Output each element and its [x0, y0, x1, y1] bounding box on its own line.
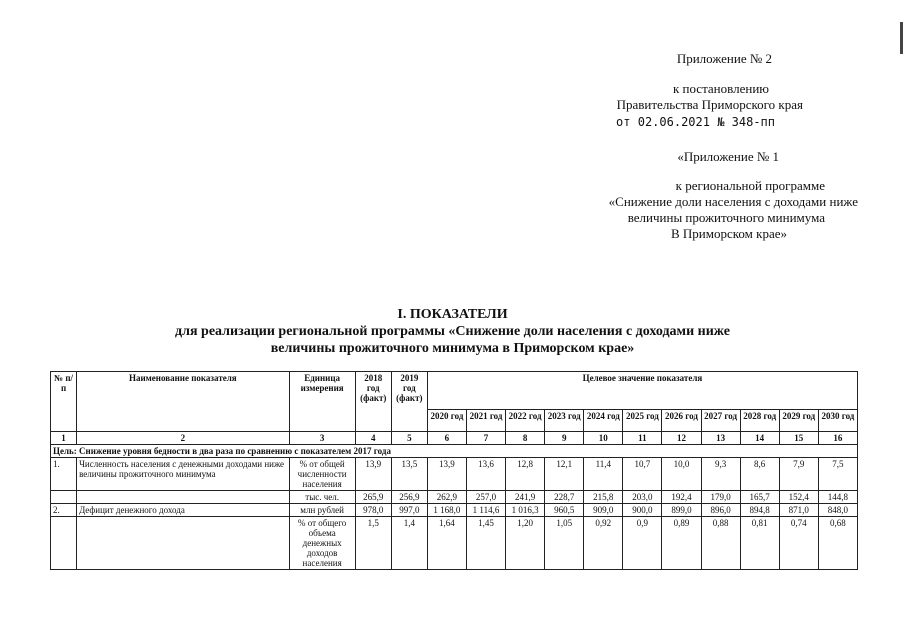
table-row — [51, 491, 858, 504]
year-header: 2021 год — [466, 410, 505, 432]
header-unit: Единица измерения — [289, 372, 355, 432]
year-header: 2022 год — [506, 410, 545, 432]
value-cell: 894,8 — [740, 504, 779, 517]
year-header: 2029 год — [779, 410, 818, 432]
value-cell: 228,7 — [545, 491, 584, 504]
year-header: 2030 год — [818, 410, 857, 432]
value-cell: 0,89 — [662, 517, 701, 570]
value-cell: 1,45 — [466, 517, 505, 570]
value-cell: 7,9 — [779, 458, 818, 491]
value-cell: 13,9 — [355, 458, 391, 491]
unit-cell: % от общего объема денежных доходов населения — [289, 517, 355, 570]
program-line2: «Снижение доли населения с доходами ниже — [608, 194, 858, 209]
year-header: 2027 год — [701, 410, 740, 432]
header-name: Наименование показателя — [77, 372, 290, 432]
page-edge-mark — [900, 22, 903, 54]
value-cell: 13,5 — [391, 458, 427, 491]
value-cell: 215,8 — [584, 491, 623, 504]
value-cell: 265,9 — [355, 491, 391, 504]
value-cell: 1,64 — [427, 517, 466, 570]
header-line-decree: к постановлению — [672, 81, 769, 96]
program-line1: к региональной программе — [675, 178, 825, 193]
value-cell: 152,4 — [779, 491, 818, 504]
column-number: 12 — [662, 432, 701, 445]
value-cell: 0,9 — [623, 517, 662, 570]
value-cell: 0,92 — [584, 517, 623, 570]
section-title — [0, 306, 905, 357]
column-number: 1 — [51, 432, 77, 445]
value-cell: 7,5 — [818, 458, 857, 491]
unit-cell: тыс. чел. — [289, 491, 355, 504]
column-number: 7 — [466, 432, 505, 445]
header-num: № п/п — [51, 372, 77, 432]
value-cell: 262,9 — [427, 491, 466, 504]
value-cell: 257,0 — [466, 491, 505, 504]
value-cell: 0,68 — [818, 517, 857, 570]
value-cell: 256,9 — [391, 491, 427, 504]
value-cell: 0,74 — [779, 517, 818, 570]
decree-date-number: от 02.06.2021 № 348-пп — [616, 115, 775, 129]
year-header: 2028 год — [740, 410, 779, 432]
table-row — [51, 517, 858, 570]
row-number: 2. — [51, 504, 77, 517]
indicator-name: Численность населения с денежными доходами ниже величины прожиточного минимума — [77, 458, 290, 491]
value-cell: 8,6 — [740, 458, 779, 491]
value-cell: 10,7 — [623, 458, 662, 491]
column-number: 15 — [779, 432, 818, 445]
value-cell: 1,5 — [355, 517, 391, 570]
indicators-table — [50, 371, 858, 570]
unit-cell: млн рублей — [289, 504, 355, 517]
value-cell: 997,0 — [391, 504, 427, 517]
indicator-name — [77, 517, 290, 570]
value-cell: 871,0 — [779, 504, 818, 517]
appendix1-line: «Приложение № 1 — [677, 149, 779, 164]
value-cell: 13,9 — [427, 458, 466, 491]
value-cell: 179,0 — [701, 491, 740, 504]
value-cell: 1 114,6 — [466, 504, 505, 517]
header-line-government: Правительства Приморского края — [616, 97, 803, 112]
value-cell: 165,7 — [740, 491, 779, 504]
value-cell: 203,0 — [623, 491, 662, 504]
row-number: 1. — [51, 458, 77, 491]
indicator-name — [77, 491, 290, 504]
value-cell: 978,0 — [355, 504, 391, 517]
header-2019: 2019 год (факт) — [391, 372, 427, 432]
value-cell: 0,81 — [740, 517, 779, 570]
value-cell: 10,0 — [662, 458, 701, 491]
year-header: 2025 год — [623, 410, 662, 432]
year-header: 2024 год — [584, 410, 623, 432]
value-cell: 241,9 — [506, 491, 545, 504]
unit-cell: % от общей численности населения — [289, 458, 355, 491]
column-number: 2 — [77, 432, 290, 445]
column-number: 10 — [584, 432, 623, 445]
column-number: 13 — [701, 432, 740, 445]
value-cell: 1,05 — [545, 517, 584, 570]
value-cell: 909,0 — [584, 504, 623, 517]
column-number: 8 — [506, 432, 545, 445]
value-cell: 900,0 — [623, 504, 662, 517]
row-number — [51, 491, 77, 504]
column-number: 11 — [623, 432, 662, 445]
value-cell: 11,4 — [584, 458, 623, 491]
value-cell: 899,0 — [662, 504, 701, 517]
value-cell: 144,8 — [818, 491, 857, 504]
value-cell: 1 168,0 — [427, 504, 466, 517]
value-cell: 13,6 — [466, 458, 505, 491]
program-line3: величины прожиточного минимума — [627, 210, 825, 225]
section-title-line3: величины прожиточного минимума в Приморском крае» — [270, 341, 635, 356]
section-title-line2: для реализации региональной программы «Снижение доли населения с доходами ниже — [175, 324, 730, 339]
value-cell: 1,4 — [391, 517, 427, 570]
column-number: 16 — [818, 432, 857, 445]
row-number — [51, 517, 77, 570]
value-cell: 848,0 — [818, 504, 857, 517]
value-cell: 896,0 — [701, 504, 740, 517]
value-cell: 0,88 — [701, 517, 740, 570]
value-cell: 12,8 — [506, 458, 545, 491]
value-cell: 1,20 — [506, 517, 545, 570]
column-number: 14 — [740, 432, 779, 445]
column-number: 9 — [545, 432, 584, 445]
appendix-number: Приложение № 2 — [676, 51, 772, 66]
header-2018: 2018 год (факт) — [355, 372, 391, 432]
value-cell: 192,4 — [662, 491, 701, 504]
year-header: 2026 год — [662, 410, 701, 432]
column-number: 6 — [427, 432, 466, 445]
year-header: 2023 год — [545, 410, 584, 432]
section-title-line1: I. ПОКАЗАТЕЛИ — [397, 307, 508, 322]
year-header: 2020 год — [427, 410, 466, 432]
column-number: 3 — [289, 432, 355, 445]
table-row — [51, 504, 858, 517]
value-cell: 1 016,3 — [506, 504, 545, 517]
column-number: 4 — [355, 432, 391, 445]
indicator-name: Дефицит денежного дохода — [77, 504, 290, 517]
value-cell: 9,3 — [701, 458, 740, 491]
value-cell: 960,5 — [545, 504, 584, 517]
header-target: Целевое значение показателя — [427, 372, 857, 410]
table-row — [51, 458, 858, 491]
value-cell: 12,1 — [545, 458, 584, 491]
program-line4: В Приморском крае» — [670, 226, 787, 241]
goal-row: Цель: Снижение уровня бедности в два раза по сравнению с показателем 2017 года — [51, 445, 858, 458]
column-number: 5 — [391, 432, 427, 445]
